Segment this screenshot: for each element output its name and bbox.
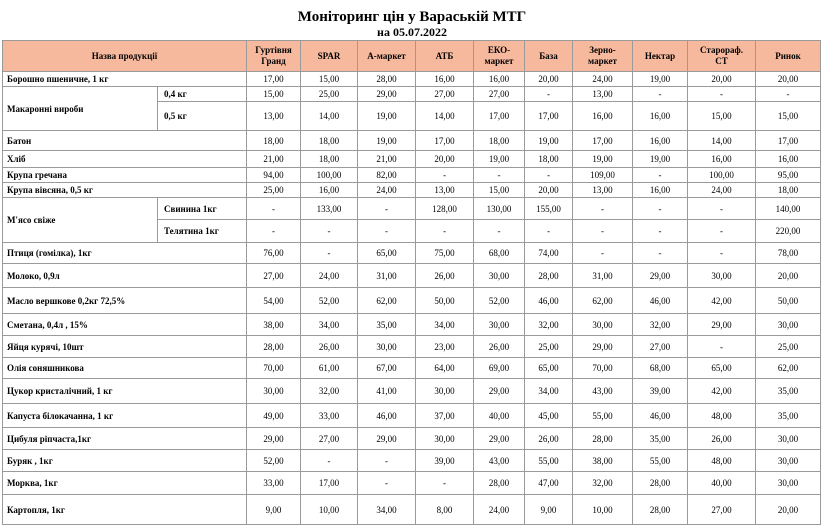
price-cell: 24,00 <box>573 72 633 87</box>
price-cell: 24,00 <box>358 183 416 198</box>
price-cell: - <box>358 472 416 495</box>
price-cell: 30,00 <box>756 472 821 495</box>
price-cell: 55,00 <box>573 404 633 428</box>
price-cell: 33,00 <box>301 404 358 428</box>
price-cell: 26,00 <box>525 428 573 450</box>
product-name: Крупа гречана <box>3 168 247 183</box>
price-cell: - <box>633 198 688 220</box>
price-cell: 8,00 <box>416 495 474 525</box>
price-cell: 16,00 <box>416 72 474 87</box>
price-cell: 17,00 <box>756 131 821 151</box>
price-cell: 52,00 <box>301 288 358 314</box>
price-cell: 28,00 <box>633 495 688 525</box>
price-cell: 28,00 <box>247 336 301 358</box>
price-cell: 30,00 <box>474 314 525 336</box>
product-name: Макаронні вироби <box>3 87 158 131</box>
col-header-baza: База <box>525 41 573 72</box>
price-cell: 100,00 <box>688 168 756 183</box>
price-cell: 27,00 <box>301 428 358 450</box>
col-header-zerno: Зерно- маркет <box>573 41 633 72</box>
price-cell: 32,00 <box>301 379 358 404</box>
price-cell: 20,00 <box>525 183 573 198</box>
price-cell: 42,00 <box>688 288 756 314</box>
price-cell: 16,00 <box>573 102 633 131</box>
price-cell: 62,00 <box>756 358 821 379</box>
price-cell: - <box>301 243 358 264</box>
product-name: Цибуля ріпчаста,1кг <box>3 428 247 450</box>
price-cell: 19,00 <box>633 72 688 87</box>
price-cell: 54,00 <box>247 288 301 314</box>
price-cell: 61,00 <box>301 358 358 379</box>
price-cell: 29,00 <box>688 314 756 336</box>
price-cell: - <box>633 220 688 243</box>
price-cell: 30,00 <box>756 450 821 472</box>
price-cell: 70,00 <box>247 358 301 379</box>
price-cell: 29,00 <box>358 428 416 450</box>
price-cell: 50,00 <box>416 288 474 314</box>
price-cell: 50,00 <box>756 288 821 314</box>
price-cell: 18,00 <box>756 183 821 198</box>
price-cell: 18,00 <box>525 151 573 168</box>
price-cell: 19,00 <box>525 131 573 151</box>
price-cell: 17,00 <box>416 131 474 151</box>
price-cell: 74,00 <box>525 243 573 264</box>
price-cell: 26,00 <box>416 264 474 288</box>
price-cell: 14,00 <box>301 102 358 131</box>
price-cell: - <box>688 198 756 220</box>
price-cell: - <box>247 220 301 243</box>
price-cell: 65,00 <box>358 243 416 264</box>
price-cell: - <box>688 243 756 264</box>
price-cell: 109,00 <box>573 168 633 183</box>
price-cell: - <box>416 472 474 495</box>
price-cell: 82,00 <box>358 168 416 183</box>
price-cell: 62,00 <box>358 288 416 314</box>
price-cell: 37,00 <box>416 404 474 428</box>
price-cell: 26,00 <box>688 428 756 450</box>
price-cell: 40,00 <box>688 472 756 495</box>
price-cell: 35,00 <box>756 404 821 428</box>
price-cell: 29,00 <box>633 264 688 288</box>
page-subtitle: на 05.07.2022 <box>377 25 447 39</box>
price-cell: - <box>756 87 821 102</box>
price-cell: 16,00 <box>688 151 756 168</box>
price-cell: 9,00 <box>247 495 301 525</box>
price-cell: 35,00 <box>633 428 688 450</box>
product-name: Сметана, 0,4л , 15% <box>3 314 247 336</box>
price-cell: 29,00 <box>358 87 416 102</box>
price-cell: 46,00 <box>358 404 416 428</box>
price-cell: 27,00 <box>416 87 474 102</box>
price-cell: 20,00 <box>756 72 821 87</box>
col-header-product: Назва продукції <box>3 41 247 72</box>
price-cell: 25,00 <box>301 87 358 102</box>
price-cell: 15,00 <box>247 87 301 102</box>
price-cell: 28,00 <box>358 72 416 87</box>
price-cell: 95,00 <box>756 168 821 183</box>
price-cell: 20,00 <box>416 151 474 168</box>
price-cell: 27,00 <box>474 87 525 102</box>
price-cell: - <box>573 198 633 220</box>
price-cell: 31,00 <box>358 264 416 288</box>
product-variant: Телятина 1кг <box>158 220 247 243</box>
price-cell: 62,00 <box>573 288 633 314</box>
price-cell: 46,00 <box>633 404 688 428</box>
price-cell: 68,00 <box>633 358 688 379</box>
product-name: Яйця курячі, 10шт <box>3 336 247 358</box>
price-cell: 30,00 <box>416 428 474 450</box>
price-cell: 20,00 <box>525 72 573 87</box>
price-cell: 28,00 <box>633 472 688 495</box>
price-cell: 15,00 <box>301 72 358 87</box>
product-name: Цукор кристалічний, 1 кг <box>3 379 247 404</box>
price-cell: 32,00 <box>525 314 573 336</box>
table-row <box>3 336 821 358</box>
product-name: Буряк , 1кг <box>3 450 247 472</box>
table-row <box>3 450 821 472</box>
col-header-eko: ЕКО- маркет <box>474 41 525 72</box>
table-row <box>3 183 821 198</box>
price-cell: - <box>525 220 573 243</box>
price-cell: 52,00 <box>474 288 525 314</box>
price-cell: 48,00 <box>688 450 756 472</box>
table-row <box>3 472 821 495</box>
price-cell: 128,00 <box>416 198 474 220</box>
price-cell: 19,00 <box>633 151 688 168</box>
price-cell: 30,00 <box>573 314 633 336</box>
price-cell: 94,00 <box>247 168 301 183</box>
price-cell: 32,00 <box>633 314 688 336</box>
product-name: Олія соняшникова <box>3 358 247 379</box>
table-row <box>3 243 821 264</box>
table-row <box>3 264 821 288</box>
price-cell: - <box>301 450 358 472</box>
price-cell: - <box>416 220 474 243</box>
price-table <box>2 40 821 525</box>
table-row <box>3 198 821 220</box>
table-row <box>3 428 821 450</box>
price-cell: 28,00 <box>474 472 525 495</box>
price-cell: 10,00 <box>573 495 633 525</box>
table-row <box>3 72 821 87</box>
price-cell: 55,00 <box>525 450 573 472</box>
price-cell: - <box>474 168 525 183</box>
table-row <box>3 131 821 151</box>
price-cell: 40,00 <box>474 404 525 428</box>
price-cell: 100,00 <box>301 168 358 183</box>
price-cell: - <box>688 336 756 358</box>
product-name: Морква, 1кг <box>3 472 247 495</box>
price-cell: 16,00 <box>633 102 688 131</box>
price-cell: 220,00 <box>756 220 821 243</box>
price-cell: 48,00 <box>688 404 756 428</box>
product-variant: 0,5 кг <box>158 102 247 131</box>
price-cell: 15,00 <box>474 183 525 198</box>
price-cell: 20,00 <box>688 72 756 87</box>
table-row <box>3 151 821 168</box>
price-cell: 32,00 <box>573 472 633 495</box>
price-cell: 42,00 <box>688 379 756 404</box>
price-cell: - <box>573 243 633 264</box>
price-cell: 28,00 <box>525 264 573 288</box>
price-cell: 133,00 <box>301 198 358 220</box>
product-name: М'ясо свіже <box>3 198 158 243</box>
price-cell: 55,00 <box>633 450 688 472</box>
price-cell: 52,00 <box>247 450 301 472</box>
price-cell: 155,00 <box>525 198 573 220</box>
price-cell: 67,00 <box>358 358 416 379</box>
table-row <box>3 314 821 336</box>
price-cell: 17,00 <box>573 131 633 151</box>
price-cell: 13,00 <box>573 87 633 102</box>
price-cell: 29,00 <box>474 428 525 450</box>
price-cell: 27,00 <box>247 264 301 288</box>
price-cell: 30,00 <box>416 379 474 404</box>
price-cell: 65,00 <box>688 358 756 379</box>
price-cell: - <box>688 87 756 102</box>
table-header-row <box>3 41 821 72</box>
product-name: Капуста білокачанна, 1 кг <box>3 404 247 428</box>
col-header-grand: Гуртівня Гранд <box>247 41 301 72</box>
price-cell: 19,00 <box>358 131 416 151</box>
table-row <box>3 168 821 183</box>
price-cell: 30,00 <box>756 428 821 450</box>
price-cell: 17,00 <box>301 472 358 495</box>
price-cell: 26,00 <box>474 336 525 358</box>
price-cell: - <box>573 220 633 243</box>
price-cell: 38,00 <box>573 450 633 472</box>
price-cell: 16,00 <box>301 183 358 198</box>
price-cell: 34,00 <box>301 314 358 336</box>
price-cell: 29,00 <box>247 428 301 450</box>
price-cell: 18,00 <box>301 151 358 168</box>
price-cell: 46,00 <box>525 288 573 314</box>
price-cell: 47,00 <box>525 472 573 495</box>
price-cell: 43,00 <box>474 450 525 472</box>
price-cell: 46,00 <box>633 288 688 314</box>
price-cell: 24,00 <box>474 495 525 525</box>
price-cell: 39,00 <box>416 450 474 472</box>
price-cell: 34,00 <box>358 495 416 525</box>
table-row <box>3 87 821 102</box>
product-name: Молоко, 0,9л <box>3 264 247 288</box>
price-cell: 39,00 <box>633 379 688 404</box>
price-cell: - <box>633 243 688 264</box>
table-row <box>3 495 821 525</box>
price-cell: 18,00 <box>301 131 358 151</box>
table-row <box>3 288 821 314</box>
price-cell: 38,00 <box>247 314 301 336</box>
price-cell: 30,00 <box>247 379 301 404</box>
price-cell: 14,00 <box>416 102 474 131</box>
price-cell: 19,00 <box>573 151 633 168</box>
price-cell: 30,00 <box>688 264 756 288</box>
price-cell: 68,00 <box>474 243 525 264</box>
price-cell: 49,00 <box>247 404 301 428</box>
col-header-atb: АТБ <box>416 41 474 72</box>
price-cell: 25,00 <box>756 336 821 358</box>
product-name: Борошно пшеничне, 1 кг <box>3 72 247 87</box>
price-cell: 69,00 <box>474 358 525 379</box>
price-cell: - <box>358 450 416 472</box>
price-cell: 33,00 <box>247 472 301 495</box>
price-cell: - <box>358 220 416 243</box>
price-cell: 30,00 <box>756 314 821 336</box>
price-cell: 27,00 <box>688 495 756 525</box>
price-cell: - <box>247 198 301 220</box>
price-cell: 13,00 <box>247 102 301 131</box>
page-title: Моніторинг цін у Вараській МТГ <box>297 9 527 25</box>
price-cell: 23,00 <box>416 336 474 358</box>
price-cell: - <box>633 168 688 183</box>
price-cell: 78,00 <box>756 243 821 264</box>
price-cell: 19,00 <box>358 102 416 131</box>
price-cell: 25,00 <box>247 183 301 198</box>
product-name: Картопля, 1кг <box>3 495 247 525</box>
price-cell: - <box>301 220 358 243</box>
price-cell: 34,00 <box>416 314 474 336</box>
price-cell: 13,00 <box>573 183 633 198</box>
price-cell: 30,00 <box>358 336 416 358</box>
product-name: Батон <box>3 131 247 151</box>
price-cell: 16,00 <box>633 183 688 198</box>
price-cell: 35,00 <box>756 379 821 404</box>
price-cell: 43,00 <box>573 379 633 404</box>
table-row <box>3 404 821 428</box>
price-cell: 45,00 <box>525 404 573 428</box>
price-cell: 130,00 <box>474 198 525 220</box>
col-header-starorafst: Старораф. СТ <box>688 41 756 72</box>
price-cell: 10,00 <box>301 495 358 525</box>
col-header-amarket: А-маркет <box>358 41 416 72</box>
price-cell: 34,00 <box>525 379 573 404</box>
price-cell: 29,00 <box>474 379 525 404</box>
price-cell: 17,00 <box>525 102 573 131</box>
price-cell: 65,00 <box>525 358 573 379</box>
col-header-rynok: Ринок <box>756 41 821 72</box>
price-cell: 75,00 <box>416 243 474 264</box>
price-cell: 20,00 <box>756 264 821 288</box>
price-cell: 41,00 <box>358 379 416 404</box>
price-cell: 140,00 <box>756 198 821 220</box>
price-cell: 26,00 <box>301 336 358 358</box>
price-cell: 27,00 <box>633 336 688 358</box>
table-row <box>3 358 821 379</box>
price-cell: - <box>474 220 525 243</box>
price-cell: - <box>358 198 416 220</box>
product-variant: 0,4 кг <box>158 87 247 102</box>
col-header-nektar: Нектар <box>633 41 688 72</box>
price-cell: 24,00 <box>301 264 358 288</box>
price-cell: 9,00 <box>525 495 573 525</box>
price-cell: 30,00 <box>474 264 525 288</box>
price-cell: 64,00 <box>416 358 474 379</box>
price-cell: 18,00 <box>474 131 525 151</box>
price-cell: 24,00 <box>688 183 756 198</box>
price-cell: 13,00 <box>416 183 474 198</box>
price-cell: - <box>688 220 756 243</box>
price-cell: 17,00 <box>474 102 525 131</box>
price-cell: 19,00 <box>474 151 525 168</box>
price-cell: 16,00 <box>474 72 525 87</box>
price-cell: 31,00 <box>573 264 633 288</box>
price-cell: 35,00 <box>358 314 416 336</box>
price-cell: 21,00 <box>358 151 416 168</box>
product-name: Птиця (гомілка), 1кг <box>3 243 247 264</box>
price-cell: 25,00 <box>525 336 573 358</box>
price-cell: 28,00 <box>573 428 633 450</box>
product-name: Хліб <box>3 151 247 168</box>
price-cell: - <box>525 168 573 183</box>
price-cell: 29,00 <box>573 336 633 358</box>
price-cell: 18,00 <box>247 131 301 151</box>
price-cell: 20,00 <box>756 495 821 525</box>
price-cell: - <box>416 168 474 183</box>
price-cell: 76,00 <box>247 243 301 264</box>
price-cell: 21,00 <box>247 151 301 168</box>
price-cell: - <box>633 87 688 102</box>
col-header-spar: SPAR <box>301 41 358 72</box>
price-cell: 15,00 <box>756 102 821 131</box>
price-cell: 70,00 <box>573 358 633 379</box>
price-cell: 16,00 <box>756 151 821 168</box>
price-cell: 17,00 <box>247 72 301 87</box>
price-cell: 14,00 <box>688 131 756 151</box>
table-row <box>3 379 821 404</box>
price-cell: 16,00 <box>633 131 688 151</box>
product-name: Масло вершкове 0,2кг 72,5% <box>3 288 247 314</box>
product-variant: Свинина 1кг <box>158 198 247 220</box>
price-cell: - <box>525 87 573 102</box>
product-name: Крупа вівсяна, 0,5 кг <box>3 183 247 198</box>
price-cell: 15,00 <box>688 102 756 131</box>
